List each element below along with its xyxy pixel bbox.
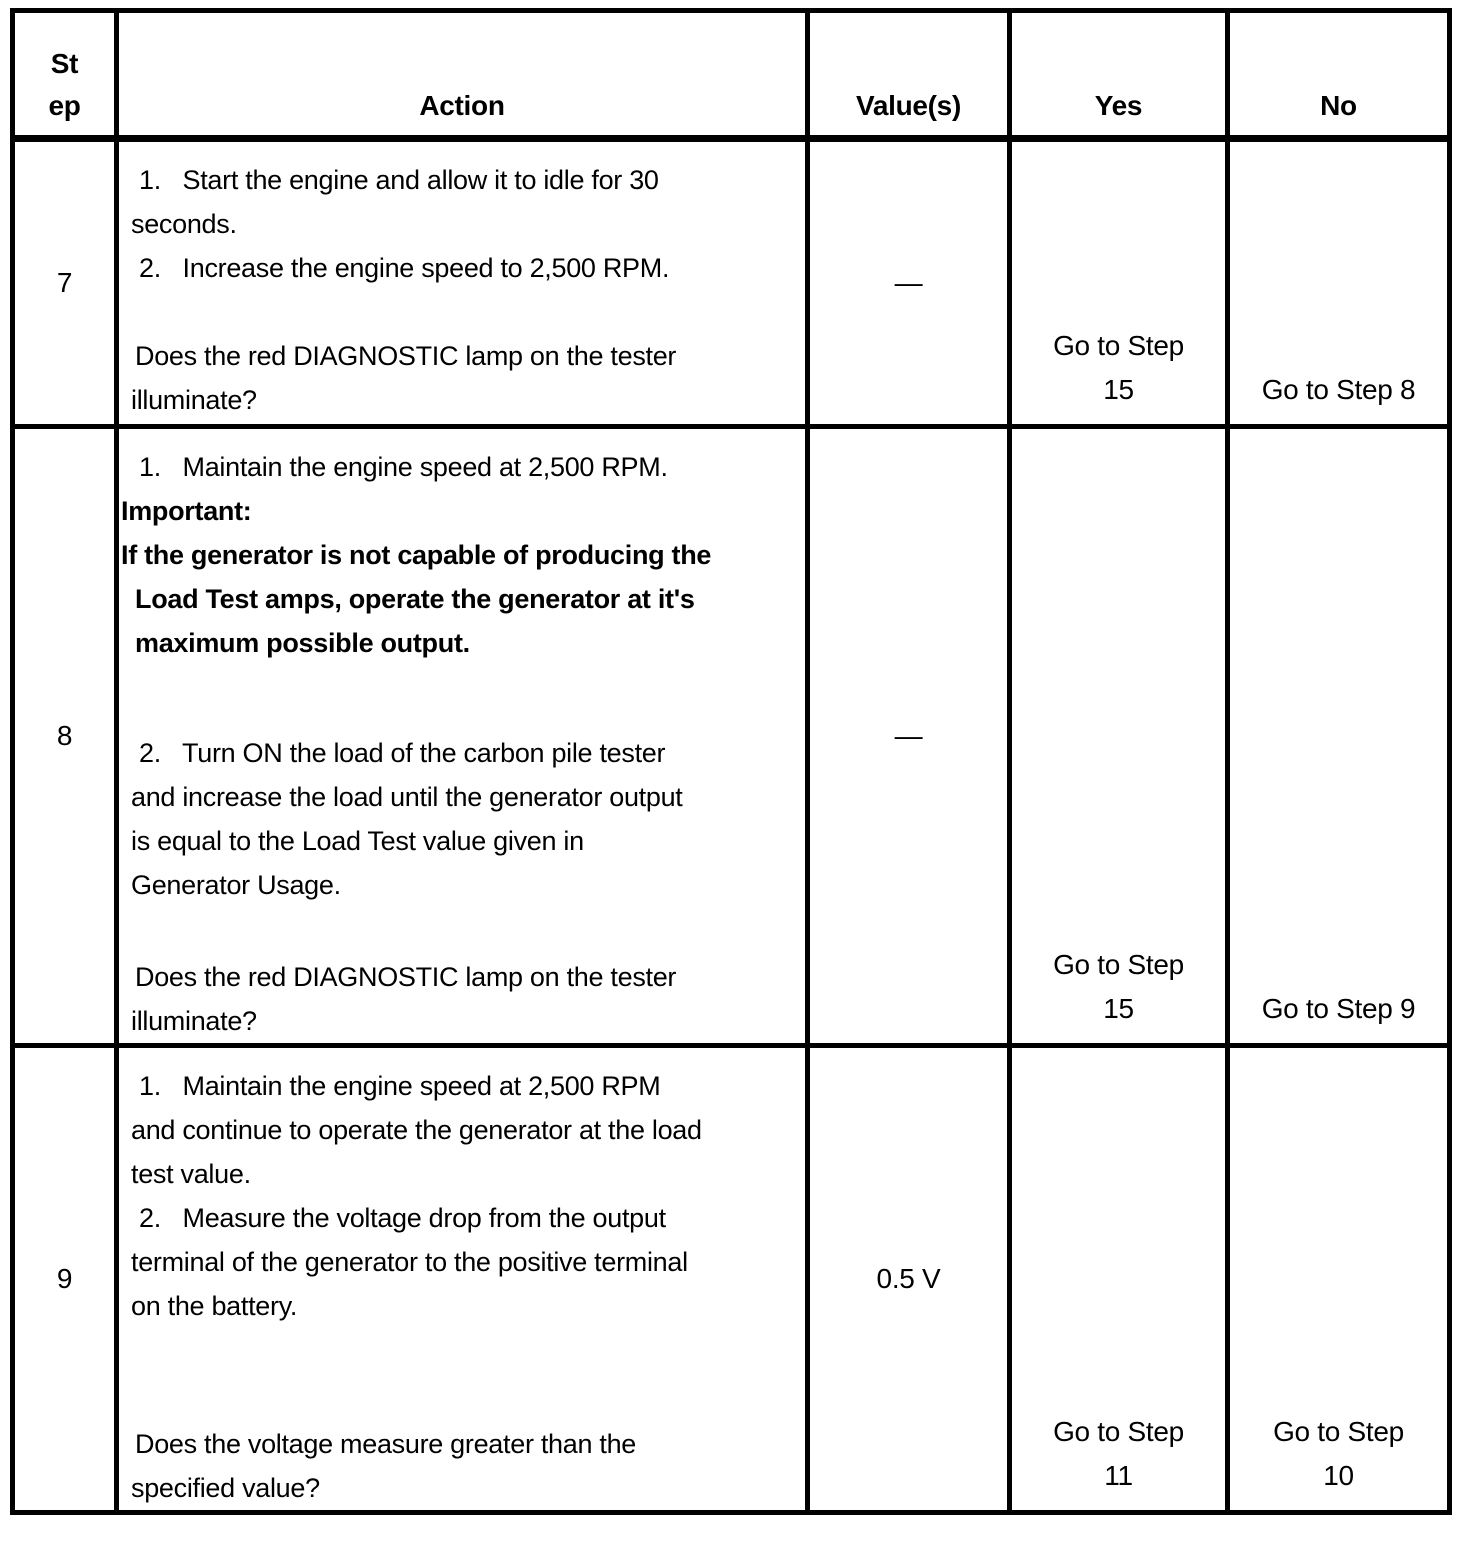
- step-number: 9: [13, 1046, 117, 1513]
- action-line: 2. Turn ON the load of the carbon pile tester: [139, 738, 666, 768]
- no-line: 10: [1323, 1460, 1354, 1491]
- header-action: Action: [117, 11, 808, 139]
- value-cell: —: [808, 427, 1010, 1046]
- action-line: and increase the load until the generator output: [131, 782, 683, 812]
- step-number: 7: [13, 139, 117, 427]
- important-text-line: If the generator is not capable of producing the: [121, 540, 712, 570]
- action-question-line: illuminate?: [131, 1006, 257, 1036]
- no-line: Go to Step 9: [1261, 993, 1416, 1024]
- action-line: seconds.: [131, 209, 237, 239]
- action-cell: [117, 1046, 808, 1513]
- yes-cell: [1010, 139, 1228, 427]
- yes-cell: [1010, 427, 1228, 1046]
- action-line: 2. Increase the engine speed to 2,500 RPM.: [139, 253, 670, 283]
- action-question-line: Does the red DIAGNOSTIC lamp on the tester: [135, 962, 677, 992]
- no-cell: [1228, 139, 1450, 427]
- action-line: 1. Start the engine and allow it to idle for 30: [139, 165, 659, 195]
- action-cell: [117, 427, 808, 1046]
- action-line: Generator Usage.: [131, 870, 341, 900]
- no-line: Go to Step: [1273, 1416, 1404, 1447]
- action-line: is equal to the Load Test value given in: [131, 826, 584, 856]
- action-line: 1. Maintain the engine speed at 2,500 RPM: [139, 1071, 661, 1101]
- action-question-line: Does the red DIAGNOSTIC lamp on the tester: [135, 341, 677, 371]
- header-step-line-1: St: [50, 48, 79, 79]
- action-line: and continue to operate the generator at the load: [131, 1115, 702, 1145]
- no-line: Go to Step 8: [1261, 374, 1416, 405]
- value-cell: —: [808, 139, 1010, 427]
- yes-cell: [1010, 1046, 1228, 1513]
- header-step: [13, 11, 117, 139]
- table-row-step-8: [13, 427, 1450, 1046]
- yes-line: Go to Step: [1053, 1416, 1184, 1447]
- table-row-step-9: [13, 1046, 1450, 1513]
- no-cell: [1228, 427, 1450, 1046]
- header-yes: Yes: [1010, 11, 1228, 139]
- action-line: 1. Maintain the engine speed at 2,500 RPM.: [139, 452, 668, 482]
- yes-line: Go to Step: [1053, 330, 1184, 361]
- yes-line: 11: [1104, 1460, 1133, 1491]
- important-text-line: maximum possible output.: [135, 628, 470, 658]
- yes-line: Go to Step: [1053, 949, 1184, 980]
- important-label: Important:: [121, 496, 252, 526]
- action-question-line: Does the voltage measure greater than the: [135, 1429, 637, 1459]
- action-line: on the battery.: [131, 1291, 298, 1321]
- action-line: 2. Measure the voltage drop from the output: [139, 1203, 666, 1233]
- no-cell: [1228, 1046, 1450, 1513]
- action-line: test value.: [131, 1159, 251, 1189]
- table-row-step-7: [13, 139, 1450, 427]
- important-text-line: Load Test amps, operate the generator at it's: [135, 584, 695, 614]
- value-cell: 0.5 V: [808, 1046, 1010, 1513]
- yes-line: 15: [1103, 993, 1134, 1024]
- header-values: Value(s): [808, 11, 1010, 139]
- action-line: terminal of the generator to the positive terminal: [131, 1247, 688, 1277]
- header-row: [13, 11, 1450, 139]
- action-cell: [117, 139, 808, 427]
- step-number: 8: [13, 427, 117, 1046]
- header-no: No: [1228, 11, 1450, 139]
- diagnostic-table: [10, 8, 1452, 1515]
- action-question-line: illuminate?: [131, 385, 257, 415]
- action-question-line: specified value?: [131, 1473, 320, 1503]
- yes-line: 15: [1103, 374, 1134, 405]
- header-step-line-2: ep: [48, 90, 81, 121]
